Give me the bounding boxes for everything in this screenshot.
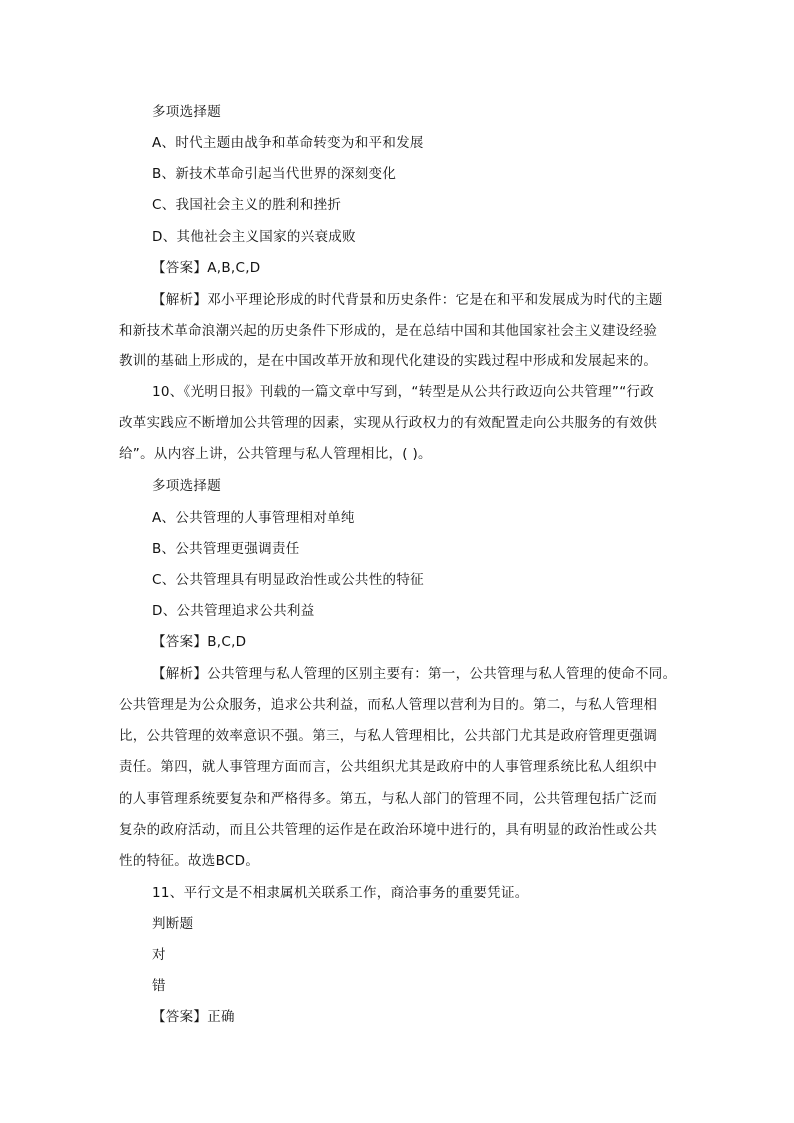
option-true: 对 [152,947,166,963]
explanation-line: 性的特征。故选BCD。 [119,853,260,869]
option-b: B、新技术革命引起当代世界的深刻变化 [152,166,397,182]
explanation-line: 和新技术革命浪潮兴起的历史条件下形成的，是在总结中国和其他国家社会主义建设经验 [119,323,658,339]
answer: 【答案】B,C,D [152,634,247,650]
option-b: B、公共管理更强调责任 [152,541,300,557]
option-c: C、我国社会主义的胜利和挫折 [152,197,342,213]
explanation-line: 的人事管理系统要复杂和严格得多。第五，与私人部门的管理不同，公共管理包括广泛而 [119,791,658,807]
question-stem-line: 11、平行文是不相隶属机关联系工作，商洽事务的重要凭证。 [152,885,529,901]
question-stem-line: 10、《光明日报》刊载的一篇文章中写到，“转型是从公共行政迈向公共管理”“行政 [152,384,655,400]
option-c: C、公共管理具有明显政治性或公共性的特征 [152,572,424,588]
option-a: A、时代主题由战争和革命转变为和平和发展 [152,135,424,151]
option-a: A、公共管理的人事管理相对单纯 [152,510,355,526]
explanation-line: 教训的基础上形成的，是在中国改革开放和现代化建设的实践过程中形成和发展起来的。 [119,353,658,369]
answer: 【答案】A,B,C,D [152,260,261,276]
explanation-line: 责任。第四，就人事管理方面而言，公共组织尤其是政府中的人事管理系统比私人组织中 [119,759,658,775]
question-type-label: 判断题 [152,916,194,932]
explanation-line: 公共管理是为公众服务，追求公共利益，而私人管理以营利为目的。第二，与私人管理相 [119,697,658,713]
question-type-label: 多项选择题 [152,478,221,494]
question-stem-line: 改革实践应不断增加公共管理的因素，实现从行政权力的有效配置走向公共服务的有效供 [119,415,658,431]
explanation-line: 【解析】邓小平理论形成的时代背景和历史条件：它是在和平和发展成为时代的主题 [152,292,663,308]
explanation-line: 比，公共管理的效率意识不强。第三，与私人管理相比，公共部门尤其是政府管理更强调 [119,728,658,744]
question-type-label: 多项选择题 [152,104,221,120]
answer: 【答案】正确 [152,1009,235,1025]
question-stem-line: 给”。从内容上讲，公共管理与私人管理相比，( )。 [119,446,432,462]
option-false: 错 [152,978,166,994]
explanation-line: 复杂的政府活动，而且公共管理的运作是在政治环境中进行的，具有明显的政治性或公共 [119,822,658,838]
option-d: D、其他社会主义国家的兴衰成败 [152,229,356,245]
explanation-line: 【解析】公共管理与私人管理的区别主要有：第一，公共管理与私人管理的使命不同。 [152,666,677,682]
option-d: D、公共管理追求公共利益 [152,603,315,619]
